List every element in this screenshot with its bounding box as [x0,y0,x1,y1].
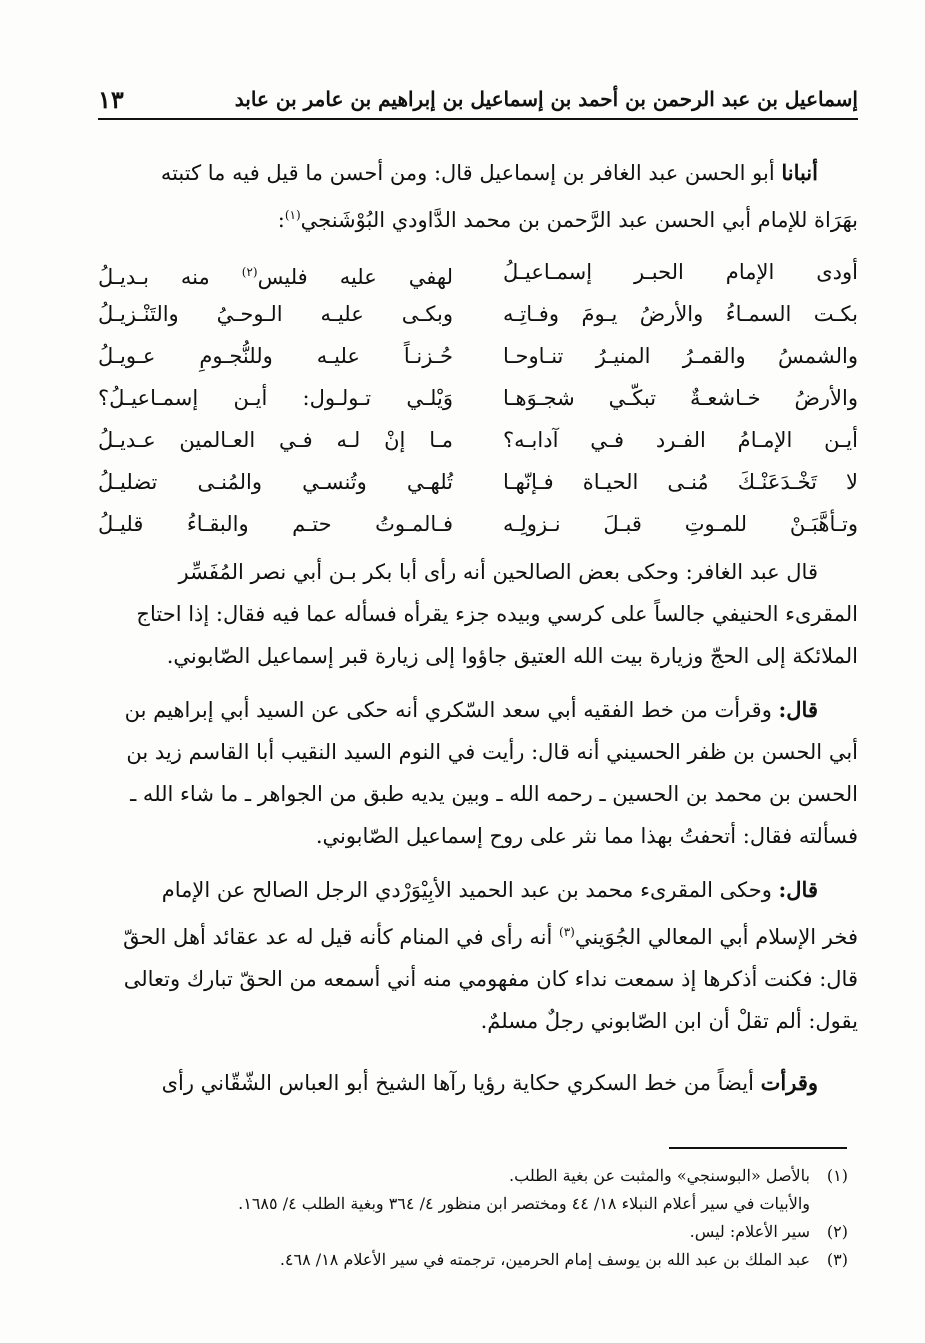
verse-line [98,419,858,461]
para4-line-1: وقرأت أيضاً من خط السكري حكاية رؤيا رآها الشيخ أبو العباس الشّقّاني رأى [161,1070,818,1095]
verse-second-hemistich: مـا إنْ لـه فـي العـالمين عـديـلُ [98,428,453,452]
footnotes [160,1162,848,1274]
verse-second-hemistich: لهفي عليه فليس$^{(٢)}$ منه بـديـلُ [98,265,453,289]
footnote-ref-2: (٢) [241,265,258,279]
intro-line-1: أنبانا أبو الحسن عبد الغافر بن إسماعيل قال: ومن أحسن ما قيل فيه ما كتبته [160,160,818,185]
para2-line-2: أبي الحسن بن ظفر الحسيني أنه قال: رأيت في النوم السيد النقيب أبا القاسم زيد بن [126,740,858,764]
verse-second-hemistich: وَيْلـي تـولـول: أيـن إسمـاعيـلُ؟ [98,386,453,410]
footnote-ref-3: (٣) [559,925,575,939]
verse-first-hemistich: والشمسُ والقمـرُ المنيـرُ تنـاوحـا [503,344,858,368]
para1-line-2: المقرىء الحنيفي جالساً على كرسي وبيده جزء يقرأه فسأله عما فيه فقال: إذا احتاج [136,602,858,626]
page-header [98,80,858,120]
footnote-separator [669,1147,847,1149]
verse-second-hemistich: تُلهـي وتُنسـي والمُنـى تضليـلُ [98,470,453,494]
verse-first-hemistich: لا تَخْـدَعَنْـكَ مُنـى الحيـاة فـإنّهـا [503,470,858,494]
para2-lead: قال: [778,697,818,722]
footnote-text: بالأصل «البوسنجي» والمثبت عن بغية الطلب. [509,1166,810,1185]
verse-line [98,503,858,545]
footnote [160,1218,848,1246]
page-number: ١٣ [98,85,124,114]
para3-line-1: قال: وحكى المقرىء محمد بن عبد الحميد الأبِيْوَرْدي الرجل الصالح عن الإمام [161,877,818,902]
footnote [160,1246,848,1274]
main-text [98,152,858,1104]
footnote-number: (٣) [826,1250,848,1269]
footnote-continuation [160,1190,848,1218]
verse-second-hemistich: وبكـى عليـه الـوحـيُ والتَنْـزيـلُ [98,302,453,326]
verse-first-hemistich: وتـأهَّبَـنْ للمـوتِ قبـلَ نـزولِـه [503,512,858,536]
verse-line [98,251,858,293]
para2-line-4: فسألته فقال: أتحفتُ بهذا مما نثر على روح إسماعيل الصّابوني. [315,824,858,848]
intro-lead: أنبانا [781,160,818,185]
para3-line-2: فخر الإسلام أبي المعالي الجُوَيني$^{(٣)}$ أنه رأى في المنام كأنه قيل له عد عقائد أهل الحقّ [123,925,858,949]
para4-lead: وقرأت [760,1070,818,1095]
verse-second-hemistich: حُـزنـاً عليـه وللنُّجـومِ عـويـلُ [98,344,453,368]
footnote-number: (١) [826,1166,848,1185]
para3-lead: قال: [778,877,818,902]
verse-line [98,461,858,503]
poem [98,251,858,545]
verse-first-hemistich: والأرضُ خـاشعـةٌ تبكّـي شجـوَهـا [503,386,858,410]
footnote [160,1162,848,1190]
para3-line-3: قال: فكنت أذكرها إذ سمعت نداء كان مفهومي منه أني أسمعه من الحقّ تبارك وتعالى [123,967,858,991]
running-title: إسماعيل بن عبد الرحمن بن أحمد بن إسماعيل بن إبراهيم بن عامر بن عابد [234,87,858,111]
verse-line [98,335,858,377]
para2-line-1: قال: وقرأت من خط الفقيه أبي سعد السّكري أنه حكى عن السيد أبي إبراهيم بن [124,697,818,722]
footnote-text: والأبيات في سير أعلام النبلاء ١٨/ ٤٤ ومختصر ابن منظور ٤/ ٣٦٤ وبغية الطلب ٤/ ١٦٨٥. [238,1194,810,1213]
verse-first-hemistich: أيـن الإمـامُ الفـرد فـي آدابـه؟ [503,428,858,452]
para1-line-1: قال عبد الغافر: وحكى بعض الصالحين أنه رأى أبا بكر بـن أبي نصر المُفَسِّر [178,560,818,584]
footnote-number: (٢) [826,1222,848,1241]
verse-line [98,293,858,335]
verse-first-hemistich: أودى الإمام الحبـر إسمـاعيـلُ [503,260,858,284]
footnote-text: عبد الملك بن عبد الله بن يوسف إمام الحرمين، ترجمته في سير الأعلام ١٨/ ٤٦٨. [279,1250,810,1269]
verse-second-hemistich: فـالمـوتُ حتـم والبقـاءُ قليـلُ [98,512,453,536]
footnote-text: سير الأعلام: ليس. [689,1222,810,1241]
verse-first-hemistich: بكـت السمـاءُ والأرضُ يـومَ وفـاتِـه [503,302,858,326]
intro-line-2: بهَرَاة للإمام أبي الحسن عبد الرَّحمن بن محمد الدَّاودي البُوْشَنجي$^{(١)}$: [277,208,858,232]
para1-line-3: الملائكة إلى الحجّ وزيارة بيت الله العتيق جاؤوا إلى زيارة قبر إسماعيل الصّابوني. [166,644,858,668]
para2-line-3: الحسن بن محمد بن الحسين ـ رحمه الله ـ وبين يديه طبق من الجواهر ـ ما شاء الله ـ [130,782,858,806]
footnote-ref-1: (١) [284,208,301,222]
verse-line [98,377,858,419]
para3-line-4: يقول: ألم تقلْ أن ابن الصّابوني رجلٌ مسلمٌ. [480,1009,858,1033]
